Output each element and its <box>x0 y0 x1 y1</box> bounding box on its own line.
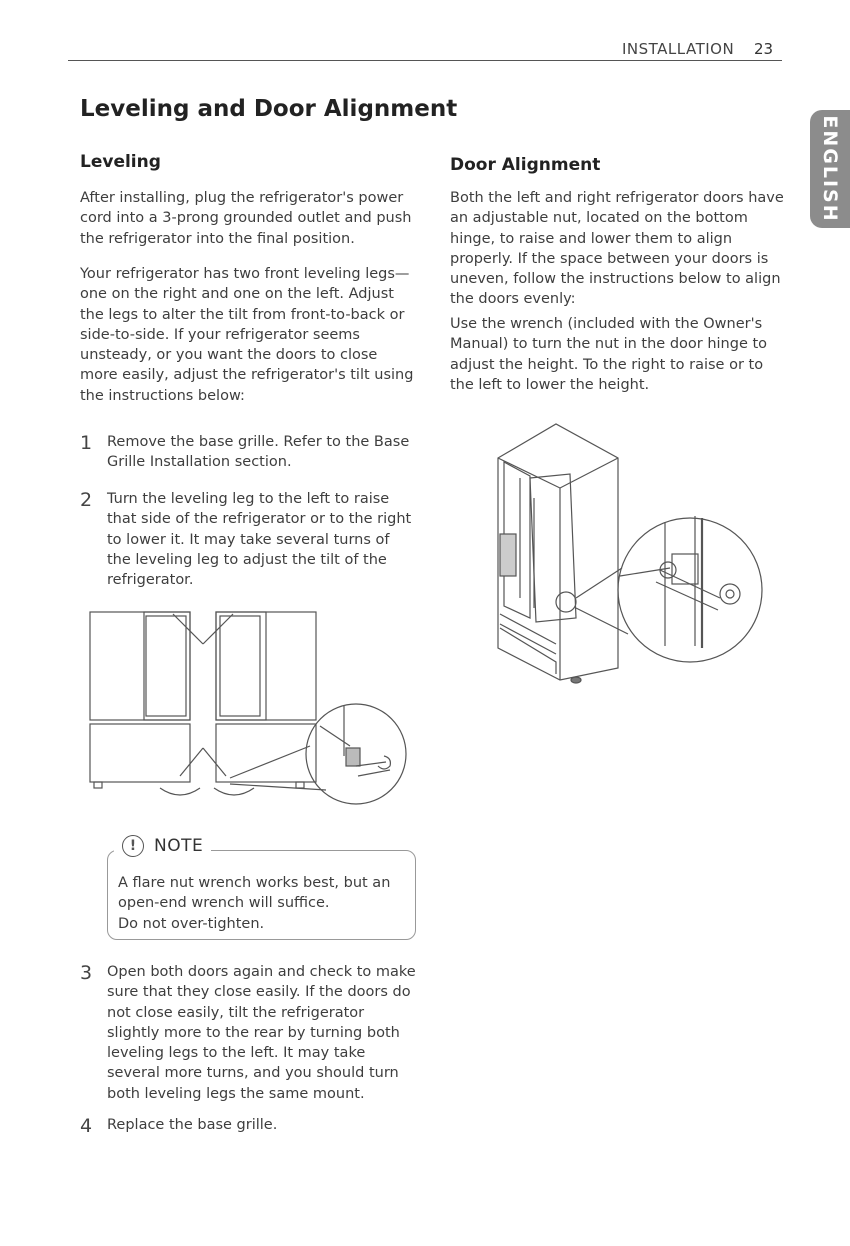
note-line-1: A flare nut wrench works best, but an open-end wrench will suffice. <box>118 875 391 912</box>
leveling-para-1: After installing, plug the refrigerator's power cord into a 3-prong grounded outlet and push the refrigerator into the final position. <box>80 190 412 247</box>
header-rule <box>68 60 782 61</box>
step-number: 2 <box>80 489 93 511</box>
step-3 <box>80 962 420 1132</box>
step-number: 1 <box>80 432 93 454</box>
page-title: Leveling and Door Alignment <box>80 96 458 122</box>
exclamation-icon: ! <box>122 835 144 857</box>
page-number: 23 <box>754 40 774 58</box>
step-text: Remove the base grille. Refer to the Base Grille Installation section. <box>107 434 410 471</box>
door-alignment-title: Door Alignment <box>450 155 601 175</box>
leveling-para-2: Your refrigerator has two front leveling legs— one on the right and one on the left. Adjust the legs to alter the tilt from front-to-back or side-to-side. If your refrigerator seems unsteady, or you want the doors to close more easily, adjust the refrigerator's tilt using the instructions below: <box>80 266 414 404</box>
step-1 <box>80 432 420 482</box>
header-section-title: INSTALLATION <box>622 40 735 58</box>
note-text <box>118 873 408 934</box>
door-alignment-illustration <box>490 418 770 686</box>
note-line-2: Do not over-tighten. <box>118 915 265 932</box>
language-tab[interactable] <box>810 110 850 228</box>
note-header <box>114 835 211 857</box>
step-text: Replace the base grille. <box>107 1117 278 1133</box>
step-text: Turn the leveling leg to the left to raise that side of the refrigerator or to the right to lower it. It may take several turns of the leveling leg to adjust the tilt of the refrigerator. <box>107 491 412 589</box>
note-box <box>107 836 416 940</box>
step-4 <box>80 1115 420 1145</box>
door-alignment-para-2: Use the wrench (included with the Owner's Manual) to turn the nut in the door hinge to adjust the height. To the right to raise or to the left to lower the height. <box>450 316 768 393</box>
step-2 <box>80 489 420 599</box>
step-number: 4 <box>80 1115 93 1137</box>
note-label: NOTE <box>154 836 204 856</box>
step-text: Open both doors again and check to make sure that they close easily. If the doors do not close easily, tilt the refrigerator slightly more to the rear by turning both leveling legs to the left. It may take several more turns, and you should turn both leveling legs the same mount. <box>107 964 416 1102</box>
language-tab-label: ENGLISH <box>819 115 841 223</box>
door-alignment-para-1: Both the left and right refrigerator doors have an adjustable nut, located on the bottom hinge, to raise and lower them to align properly. If the space between your doors is uneven, follow the instructions below to align the doors evenly: <box>450 190 784 308</box>
step-number: 3 <box>80 962 93 984</box>
leveling-title: Leveling <box>80 152 161 172</box>
leveling-illustration <box>88 606 414 806</box>
